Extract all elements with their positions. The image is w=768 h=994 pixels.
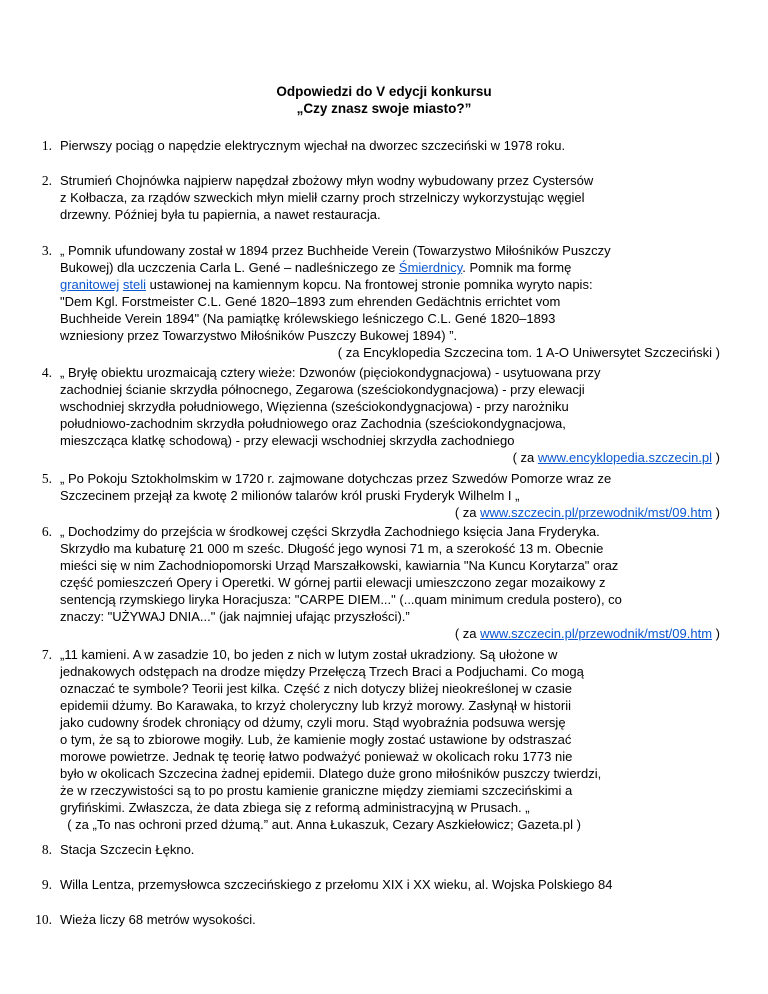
answer-line bbox=[60, 259, 720, 276]
answer-4 bbox=[41, 364, 720, 466]
answer-number: 10. bbox=[35, 912, 52, 927]
answer-line: Wieża liczy 68 metrów wysokości. bbox=[60, 912, 256, 927]
link-przewodnik[interactable]: www.szczecin.pl/przewodnik/mst/09.htm bbox=[480, 626, 713, 641]
answer-number: 3. bbox=[41, 243, 52, 258]
answer-line: Willa Lentza, przemysłowca szczecińskiego z przełomu XIX i XX wieku, al. Wojska Polskiego 84 bbox=[60, 877, 613, 892]
link-steli[interactable]: steli bbox=[122, 277, 147, 292]
answer-number: 7. bbox=[41, 647, 52, 662]
text-span: Bukowej) dla uczczenia Carla L. Gené – nadleśniczego ze bbox=[60, 260, 399, 275]
answer-line: że w rzeczywistości są to po prostu kamienie graniczne między ziemiami szczecińskimi a bbox=[60, 783, 573, 798]
answer-line: oznaczać te symbole? Teorii jest kilka. Część z nich dotyczy bliżej nieokreślonej w czasie bbox=[60, 681, 573, 696]
text-span: . Pomnik ma formę bbox=[462, 260, 572, 275]
answer-line: z Kołbacza, za rządów szweckich młyn mielił czarny proch strzelniczy wykorzystując węgiel bbox=[60, 190, 585, 205]
link-encyklopedia[interactable]: www.encyklopedia.szczecin.pl bbox=[537, 450, 713, 465]
answer-line: „11 kamieni. A w zasadzie 10, bo jeden z nich w lutym został ukradziony. Są ułożone w bbox=[60, 647, 558, 662]
answer-line: Skrzydło ma kubaturę 21 000 m sześc. Długość jego wynosi 71 m, a szerokość 13 m. Obecnie bbox=[60, 541, 604, 556]
answer-source: ( za „To nas ochroni przed dżumą.” aut. Anna Łukaszuk, Cezary Aszkiełowicz; Gazeta.pl ) bbox=[60, 817, 581, 832]
answer-line: Stacja Szczecin Łękno. bbox=[60, 842, 195, 857]
answer-line: mieszcząca klatkę schodową) - przy elewacji wschodniej skrzydła zachodniego bbox=[60, 433, 515, 448]
answer-line: mieści się w nim Zachodniopomorski Urząd Marszałkowski, kawiarnia "Na Kuncu Korytarza" oraz bbox=[60, 558, 619, 573]
link-granitowej[interactable]: granitowej bbox=[60, 277, 120, 292]
answer-number: 8. bbox=[41, 842, 52, 857]
answer-5 bbox=[41, 470, 720, 521]
answer-line: było w okolicach Szczecina żadnej epidemii. Dlatego duże grono miłośników puszczy twierdzi, bbox=[60, 766, 602, 781]
answer-line: znaczy: "UŻYWAJ DNIA..." (jak najmniej ufając przyszłości).” bbox=[60, 609, 410, 624]
answer-8 bbox=[41, 841, 720, 858]
answer-line: jako cudowny środek chroniący od dżumy, czyli moru. Stąd wyobraźnia podsuwa wersję bbox=[60, 715, 566, 730]
text-span: ( za bbox=[454, 505, 481, 520]
answer-source bbox=[60, 504, 720, 521]
title-line-2: „Czy znasz swoje miasto?” bbox=[296, 101, 472, 116]
answer-number: 4. bbox=[41, 365, 52, 380]
answer-line: "Dem Kgl. Forstmeister C.L. Gené 1820–1893 zum ehrenden Gedächtnis errichtet vom bbox=[60, 294, 561, 309]
answer-line: gryfińskimi. Zwłaszcza, że data zbiega się z reformą administracyjną w Prusach. „ bbox=[60, 800, 530, 815]
answer-line: drzewny. Później była tu papiernia, a nawet restauracja. bbox=[60, 207, 381, 222]
answer-line: „ Pomnik ufundowany został w 1894 przez Buchheide Verein (Towarzystwo Miłośników Puszczy bbox=[60, 243, 611, 258]
answer-line: morowe powietrze. Jednak tę teorię łatwo podważyć ponieważ w okolicach roku 1773 nie bbox=[60, 749, 573, 764]
answer-7 bbox=[41, 646, 720, 833]
answer-2 bbox=[41, 172, 720, 223]
answer-3 bbox=[41, 242, 720, 361]
answer-line: jednakowych odstępach na drodze między Przełęczą Trzech Braci a Podjuchami. Co mogą bbox=[60, 664, 584, 679]
answer-line: Buchheide Verein 1894" (Na pamiątkę królewskiego leśniczego C.L. Gené 1820–1893 bbox=[60, 311, 556, 326]
answer-line: wzniesiony przez Towarzystwo Miłośników Puszczy Bukowej 1894) ”. bbox=[60, 328, 458, 343]
answer-source: ( za Encyklopedia Szczecina tom. 1 A-O Uniwersytet Szczeciński ) bbox=[337, 345, 720, 360]
answer-line: epidemii dżumy. Bo Karawaka, to krzyż choleryczny lub krzyż morowy. Zasłynął w historii bbox=[60, 698, 572, 713]
answer-10 bbox=[35, 911, 720, 928]
answer-number: 1. bbox=[41, 138, 52, 153]
answer-number: 2. bbox=[41, 173, 52, 188]
answer-line: sentencją rzymskiego liryka Horacjusza: "CARPE DIEM..." (...quam minimum credula postero), co bbox=[60, 592, 622, 607]
answer-number: 5. bbox=[41, 471, 52, 486]
text-span: ) bbox=[712, 505, 720, 520]
answer-line: Strumień Chojnówka najpierw napędzał zbożowy młyn wodny wybudowany przez Cystersów bbox=[60, 173, 594, 188]
answer-line: „ Po Pokoju Sztokholmskim w 1720 r. zajmowane dotychczas przez Szwedów Pomorze wraz ze bbox=[60, 471, 612, 486]
answer-line: „ Dochodzimy do przejścia w środkowej części Skrzydła Zachodniego księcia Jana Fryderyka. bbox=[60, 524, 600, 539]
answer-line: wschodniej skrzydła południowego, Więzienna (sześciokondygnacjowa) - przy narożniku bbox=[60, 399, 569, 414]
answer-line: zachodniej ścianie skrzydła północnego, Zegarowa (sześciokondygnacjowa) - przy elewacji bbox=[60, 382, 585, 397]
link-smierdnica[interactable]: Śmierdnicy bbox=[398, 260, 463, 275]
answer-source bbox=[60, 625, 720, 642]
answer-number: 9. bbox=[41, 877, 52, 892]
answer-9 bbox=[41, 876, 720, 893]
text-span: ( za bbox=[454, 626, 481, 641]
text-span: ( za bbox=[512, 450, 538, 465]
answer-number: 6. bbox=[41, 524, 52, 539]
answer-line: Szczecinem przejął za kwotę 2 milionów talarów król pruski Fryderyk Wilhelm I „ bbox=[60, 488, 520, 503]
answer-6 bbox=[41, 523, 720, 642]
answer-line: „ Bryłę obiektu urozmaicają cztery wieże: Dzwonów (pięciokondygnacjowa) - usytuowana przy bbox=[60, 365, 601, 380]
answer-line: południowo-zachodnim skrzydła południowego oraz Zachodnia (sześciokondygnacjowa, bbox=[60, 416, 566, 431]
answer-line: Pierwszy pociąg o napędzie elektrycznym wjechał na dworzec szczeciński w 1978 roku. bbox=[60, 138, 566, 153]
text-span: ) bbox=[712, 450, 720, 465]
answer-1 bbox=[41, 137, 720, 154]
answer-line: część pomieszczeń Opery i Operetki. W górnej partii elewacji umieszczono zegar mozaikowy z bbox=[60, 575, 606, 590]
answer-source bbox=[60, 449, 720, 466]
answer-line: o tym, że są to zbiorowe mogiły. Lub, że kamienie mogły zostać ustawione by odstraszać bbox=[60, 732, 572, 747]
text-span: ustawionej na kamiennym kopcu. Na frontowej stronie pomnika wyryto napis: bbox=[146, 277, 593, 292]
title-line-1: Odpowiedzi do V edycji konkursu bbox=[276, 84, 492, 99]
text-span: ) bbox=[712, 626, 720, 641]
link-przewodnik[interactable]: www.szczecin.pl/przewodnik/mst/09.htm bbox=[480, 505, 713, 520]
answer-line bbox=[60, 276, 720, 293]
